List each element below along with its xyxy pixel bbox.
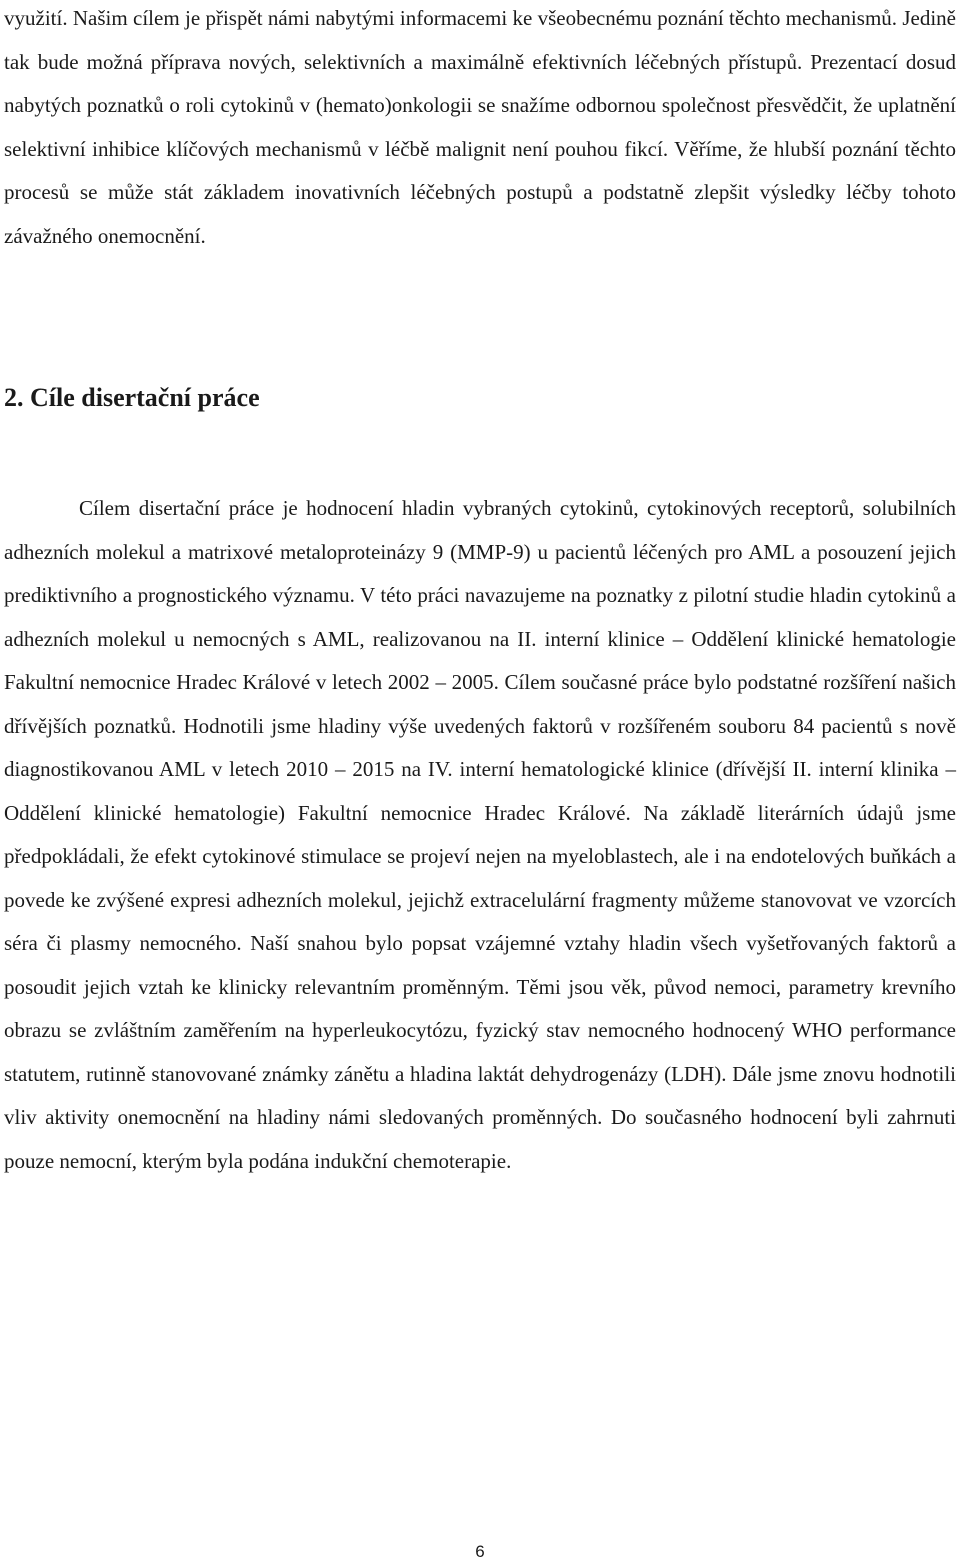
section-paragraph: Cílem disertační práce je hodnocení hladin vybraných cytokinů, cytokinových receptorů, solubilních adhezních molekul a matrixové metaloproteinázy 9 (MMP-9) u pacientů léčených pro AML a posouzení jejich prediktivního a prognostického významu. V této práci navazujeme na poznatky z pilotní studie hladin cytokinů a adhezních molekul u nemocných s AML, realizovanou na II. interní klinice – Oddělení klinické hematologie Fakultní nemocnice Hradec Králové v letech 2002 – 2005. Cílem současné práce bylo podstatné rozšíření našich dřívějších poznatků. Hodnotili jsme hladiny výše uvedených faktorů v rozšířeném souboru 84 pacientů s nově diagnostikovanou AML v letech 2010 – 2015 na IV. interní hematologické klinice (dřívější II. interní klinika – Oddělení klinické hematologie) Fakultní nemocnice Hradec Králové. Na základě literárních údajů jsme předpokládali, že efekt cytokinové stimulace se projeví nejen na myeloblastech, ale i na endotelových buňkách a povede ke zvýšené expresi adhezních molekul, jejichž extracelulární fragmenty můžeme stanovovat ve vzorcích séra či plasmy nemocného. Naší snahou bylo popsat vzájemné vztahy hladin všech vyšetřovaných faktorů a posoudit jejich vztah ke klinicky relevantním proměnným. Těmi jsou věk, původ nemoci, parametry krevního obrazu se zvláštním zaměřením na hyperleukocytózu, fyzický stav nemocného hodnocený WHO performance statutem, rutinně stanovované známky zánětu a hladina laktát dehydrogenázy (LDH). Dále jsme znovu hodnotili vliv aktivity onemocnění na hladiny námi sledovaných proměnných. Do současného hodnocení byli zahrnuti pouze nemocní, kterým byla podána indukční chemoterapie.: [4, 496, 956, 1173]
page-number: 6: [475, 1542, 485, 1561]
intro-paragraph: využití. Našim cílem je přispět námi nabytými informacemi ke všeobecnému poznání těchto mechanismů. Jedině tak bude možná příprava nových, selektivních a maximálně efektivních léčebných přístupů. Prezentací dosud nabytých poznatků o roli cytokinů v (hemato)onkologii se snažíme odbornou společnost přesvědčit, že uplatnění selektivní inhibice klíčových mechanismů v léčbě malignit není pouhou fikcí. Věříme, že hlubší poznání těchto procesů se může stát základem inovativních léčebných postupů a podstatně zlepšit výsledky léčby tohoto závažného onemocnění.: [4, 6, 956, 248]
document-page: [4, 0, 956, 1173]
section-heading: 2. Cíle disertační práce: [4, 383, 260, 412]
